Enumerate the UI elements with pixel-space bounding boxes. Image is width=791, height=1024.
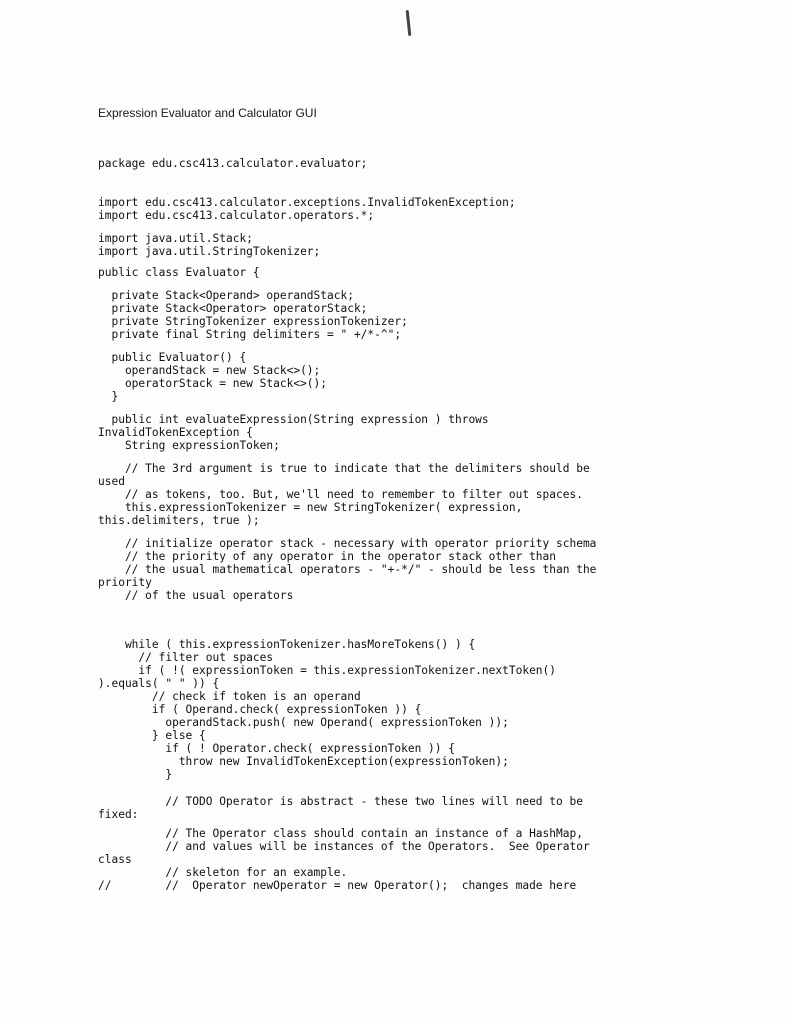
code-line: this.delimiters, true ); [98,514,260,527]
code-gap [98,258,596,266]
code-line: package edu.csc413.calculator.evaluator; [98,157,368,170]
code-line: if ( !( expressionToken = this.expressionTokenizer.nextToken() [98,664,557,677]
code-gap [98,170,596,196]
code-line: // filter out spaces [98,651,274,664]
code-line: if ( Operand.check( expressionToken )) { [98,703,422,716]
code-line: // skeleton for an example. [98,866,348,879]
code-line: private Stack<Operator> operatorStack; [98,302,368,315]
code-gap [98,602,596,638]
code-line: import java.util.Stack; [98,232,253,245]
code-line: // The 3rd argument is true to indicate that the delimiters should be [98,462,590,475]
code-line: // and values will be instances of the Operators. See Operator [98,840,590,853]
code-line: private final String delimiters = " +/*-^"; [98,328,402,341]
code-line: } else { [98,729,206,742]
code-line: operatorStack = new Stack<>(); [98,377,328,390]
code-line: // TODO Operator is abstract - these two lines will need to be [98,795,583,808]
code-line: // check if token is an operand [98,690,361,703]
code-line: // the usual mathematical operators - "+-*/" - should be less than the [98,563,597,576]
code-line: class [98,853,132,866]
code-line: fixed: [98,808,139,821]
code-line: operandStack = new Stack<>(); [98,364,321,377]
code-line: this.expressionTokenizer = new StringTokenizer( expression, [98,501,523,514]
code-gap [98,403,596,413]
code-line: // The Operator class should contain an instance of a HashMap, [98,827,583,840]
code-listing [98,157,596,892]
code-line: } [98,390,119,403]
code-line: // initialize operator stack - necessary with operator priority schema [98,537,597,550]
code-gap [98,279,596,289]
code-line: import edu.csc413.calculator.operators.*; [98,209,375,222]
code-line: priority [98,576,152,589]
code-line: if ( ! Operator.check( expressionToken )) { [98,742,455,755]
code-line: private Stack<Operand> operandStack; [98,289,354,302]
document-title: Expression Evaluator and Calculator GUI [98,106,317,120]
code-line: public class Evaluator { [98,266,260,279]
code-line: while ( this.expressionTokenizer.hasMoreTokens() ) { [98,638,476,651]
code-line: // // Operator newOperator = new Operator(); changes made here [98,879,577,892]
code-gap [98,527,596,537]
code-line: String expressionToken; [98,439,280,452]
code-line: operandStack.push( new Operand( expressionToken )); [98,716,509,729]
code-line: ).equals( " " )) { [98,677,220,690]
code-gap [98,341,596,351]
code-line: throw new InvalidTokenException(expressionToken); [98,755,509,768]
code-line: // as tokens, too. But, we'll need to remember to filter out spaces. [98,488,583,501]
code-line: InvalidTokenException { [98,426,253,439]
code-gap [98,781,596,795]
code-line: import edu.csc413.calculator.exceptions.InvalidTokenException; [98,196,516,209]
code-gap [98,222,596,232]
code-gap [98,452,596,462]
code-line: import java.util.StringTokenizer; [98,245,321,258]
pen-mark [406,10,412,36]
code-line: used [98,475,125,488]
code-line: // the priority of any operator in the operator stack other than [98,550,557,563]
code-line: private StringTokenizer expressionTokenizer; [98,315,408,328]
code-line: public int evaluateExpression(String expression ) throws [98,413,489,426]
code-line: public Evaluator() { [98,351,247,364]
code-line: } [98,768,173,781]
code-line: // of the usual operators [98,589,294,602]
